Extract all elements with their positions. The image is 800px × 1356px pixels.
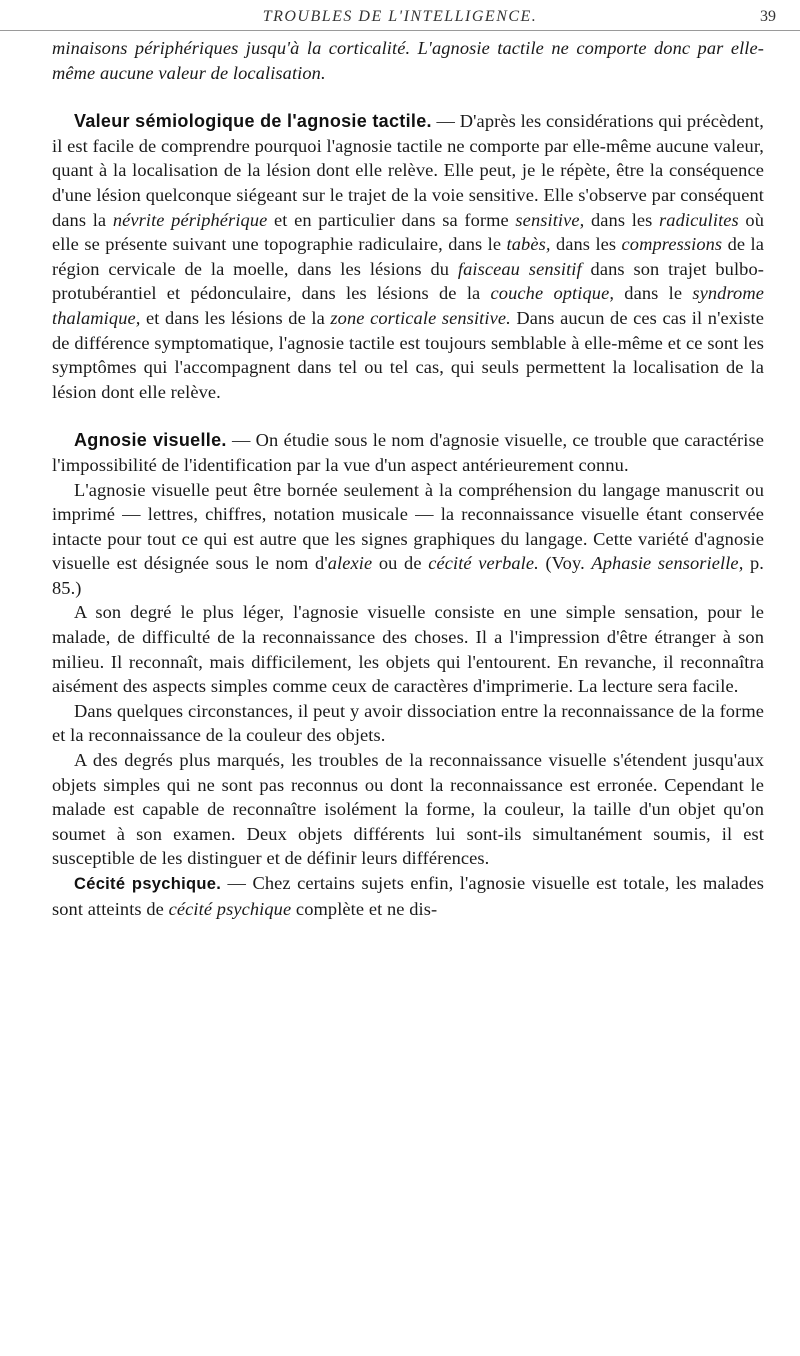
italic-term: faisceau sensitif — [457, 258, 582, 279]
cecite-paragraph — [52, 871, 764, 921]
visuelle-paragraph-2 — [52, 478, 764, 601]
visuelle-paragraph-5: A des degrés plus marqués, les troubles de la reconnaissance visuelle s'étendent jusqu'aux objets simples qui ne sont pas reconnus ou dont la reconnaissance est erronée. Cependant le malade est capable de reconnaître isolément la forme, la couleur, la taille d'un objet qu'on soumet à son examen. Deux objets différents lui sont-ils simultanément soumis, il est susceptible de les distinguer et de définir leurs différences. — [52, 750, 764, 869]
text-span: où elle se présente suivant une topographie radiculaire, dans le — [52, 209, 765, 255]
text-span: — D'après les considérations qui précèdent, il est facile de comprendre pourquoi l'agnosie tactile ne comporte par elle-même aucune valeur, quant à la localisation de la lésion dont elle relève. Elle peut, je le répète, être la conséquence d'une lésion quelconque siégeant sur le trajet de la voie sensitive. Elle s'observe par conséquent dans la — [52, 111, 764, 230]
italic-term: compressions — [621, 234, 723, 255]
text-span: complète et ne dis- — [291, 898, 438, 919]
italic-term: sensitive, — [515, 209, 585, 230]
italic-term: couche optique, — [490, 283, 615, 304]
text-span: dans les — [584, 209, 660, 230]
italic-term: zone corticale sensitive. — [330, 307, 511, 328]
text-span: (Voy. — [538, 553, 592, 574]
text-span: p. 85.) — [52, 553, 764, 598]
text-span: dans son trajet bulbo-protubérantiel et pédonculaire, dans les lésions de la — [52, 258, 764, 304]
text-span: ou de — [372, 553, 429, 574]
section-heading-visuelle: Agnosie visuelle. — [74, 430, 227, 451]
section-heading-tactile: Valeur sémiologique de l'agnosie tactile. — [74, 111, 432, 132]
page-header — [0, 4, 800, 31]
italic-term: syndrome thalamique, — [52, 283, 764, 328]
text-span: — On étudie sous le nom d'agnosie visuelle, ce trouble que caractérise l'impossibilité de l'identification par la vue d'un aspect antérieurement connu. — [52, 430, 764, 475]
tactile-paragraph — [52, 109, 764, 404]
text-span: et dans les lésions de la — [140, 307, 331, 328]
body-text — [52, 36, 764, 921]
text-span: dans le — [614, 283, 693, 304]
intro-italic-text: minaisons périphériques jusqu'à la corticalité. L'agnosie tactile ne comporte donc par elle-même aucune valeur de localisation. — [52, 38, 764, 83]
italic-term: radiculites — [659, 209, 739, 230]
running-title: TROUBLES DE L'INTELLIGENCE. — [262, 8, 538, 25]
text-span: et en particulier dans sa forme — [267, 209, 516, 230]
visuelle-paragraph-4: Dans quelques circonstances, il peut y avoir dissociation entre la reconnaissance de la forme et la reconnaissance de la couleur des objets. — [52, 700, 764, 746]
page-number: 39 — [760, 8, 776, 25]
italic-term: Aphasie sensorielle, — [591, 553, 744, 574]
text-span: — Chez certains sujets enfin, l'agnosie visuelle est totale, les malades sont atteints de — [52, 873, 764, 919]
italic-term: cécité psychique — [168, 898, 292, 919]
italic-term: tabès, — [506, 234, 551, 255]
visuelle-paragraph-3: A son degré le plus léger, l'agnosie visuelle consiste en une simple sensation, pour le malade, de difficulté de la reconnaissance des choses. Il a l'impression d'être étranger à son milieu. Il reconnaît, mais difficilement, les objets qui l'entourent. En revanche, il reconnaîtra aisément des aspects simples comme ceux de caractères d'imprimerie. La lecture sera facile. — [52, 602, 764, 697]
section-heading-cecite: Cécité psychique. — [74, 875, 222, 893]
visuelle-paragraph-1 — [52, 428, 764, 477]
italic-term: alexie — [327, 553, 373, 574]
text-span: L'agnosie visuelle peut être bornée seulement à la compréhension du langage manuscrit ou imprimé — lettres, chiffres, notation musicale — la reconnaissance visuelle étant conservée intacte pour tout ce qui est autre que les signes graphiques du langage. Cette variété d'agnosie visuelle est désignée sous le nom d' — [52, 479, 764, 574]
italic-term: cécité verbale. — [428, 553, 539, 574]
italic-term: névrite périphérique — [112, 209, 268, 230]
text-span: de la région cervicale de la moelle, dans les lésions du — [52, 234, 764, 279]
text-span: Dans aucun de ces cas il n'existe de différence symptomatique, l'agnosie tactile est toujours semblable à elle-même et ce sont les symptômes qui l'accompagnent dans tel ou tel cas, qui seuls permettent la localisation de la lésion dont elle relève. — [52, 307, 764, 402]
text-span: dans les — [550, 234, 622, 255]
intro-paragraph — [52, 36, 764, 85]
